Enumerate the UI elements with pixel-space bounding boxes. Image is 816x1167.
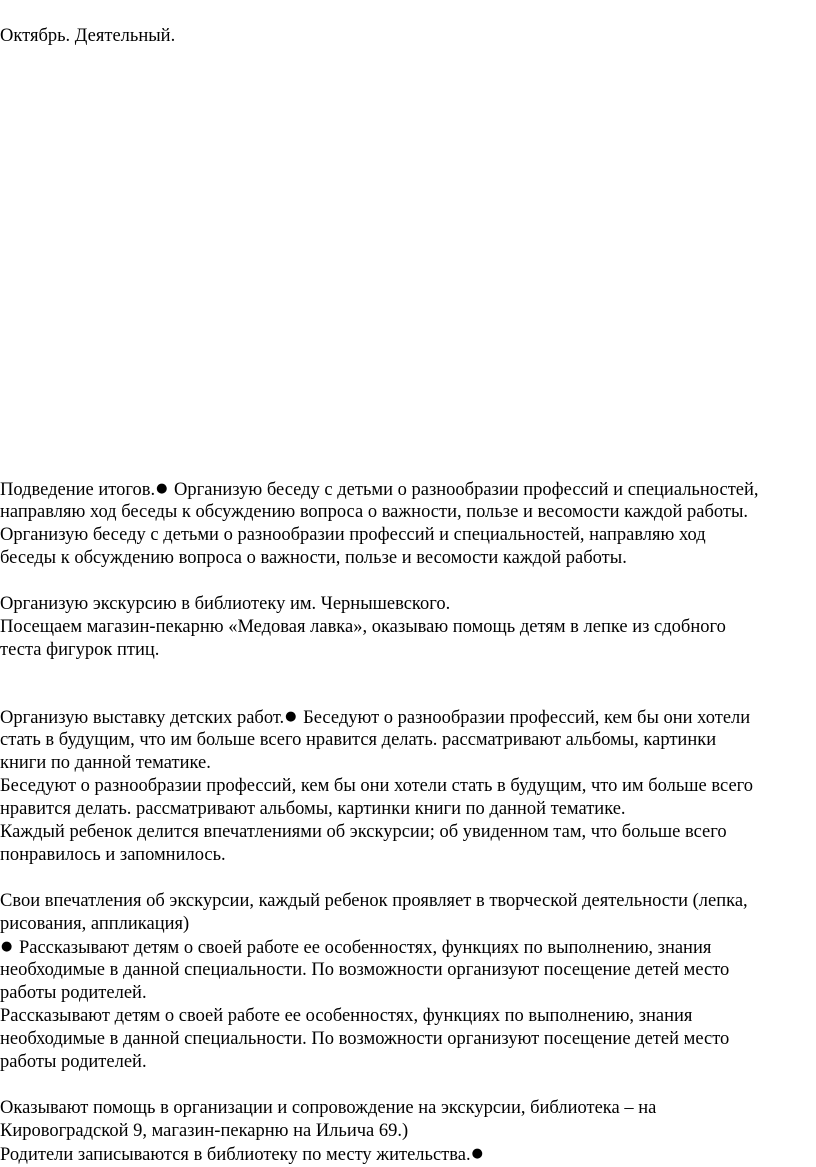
exhibition-line-1 bbox=[0, 706, 750, 730]
text-line: направляю ход беседы к обсуждению вопроса о важности, пользе и весомости каждой работы. bbox=[0, 502, 749, 522]
text-line: Кировоградской 9, магазин-пекарню на Ильича 69.) bbox=[0, 1121, 409, 1141]
text-line: книги по данной тематике. bbox=[0, 753, 211, 773]
text-line: Оказывают помощь в организации и сопровождение на экскурсии, библиотека – на bbox=[0, 1098, 657, 1118]
text-line: нравится делать. рассматривают альбомы, картинки книги по данной тематике. bbox=[0, 799, 626, 819]
text-line: понравилось и запомнилось. bbox=[0, 845, 226, 865]
text-line: работы родителей. bbox=[0, 983, 147, 1003]
bullet-icon: ● bbox=[471, 1146, 483, 1161]
last-line bbox=[0, 1143, 485, 1167]
summary-heading: Подведение итогов. bbox=[0, 480, 156, 500]
summary-text: Организую беседу с детьми о разнообразии профессий и специальностей, bbox=[169, 480, 759, 500]
bullet-icon: ● bbox=[1, 939, 13, 954]
text-line: рисования, аппликация) bbox=[0, 914, 190, 934]
text-line: Организую экскурсию в библиотеку им. Чернышевского. bbox=[0, 594, 451, 614]
bullet-icon: ● bbox=[156, 481, 168, 496]
exhibition-text: Беседуют о разнообразии профессий, кем бы они хотели bbox=[298, 708, 751, 728]
text-line: Свои впечатления об экскурсии, каждый ребенок проявляет в творческой деятельности (лепка, bbox=[0, 891, 748, 911]
parents-text: Рассказывают детям о своей работе ее особенностях, функциях по выполнению, знания bbox=[14, 938, 712, 958]
text-line: Организую беседу с детьми о разнообразии профессий и специальностей, направляю ход bbox=[0, 525, 706, 545]
text-line: необходимые в данной специальности. По возможности организуют посещение детей место bbox=[0, 1029, 730, 1049]
text-line: стать в будущим, что им больше всего нравится делать. рассматривают альбомы, картинки bbox=[0, 730, 717, 750]
text-line: Посещаем магазин-пекарню «Медовая лавка», оказываю помощь детям в лепке из сдобного bbox=[0, 617, 726, 637]
text-line: беседы к обсуждению вопроса о важности, пользе и весомости каждой работы. bbox=[0, 548, 627, 568]
text-line: Рассказывают детям о своей работе ее особенностях, функциях по выполнению, знания bbox=[0, 1006, 693, 1026]
text-line: теста фигурок птиц. bbox=[0, 640, 160, 660]
text-line: Каждый ребенок делится впечатлениями об экскурсии; об увиденном там, что больше всего bbox=[0, 822, 727, 842]
bullet-line bbox=[0, 936, 711, 960]
document-title: Октябрь. Деятельный. bbox=[0, 26, 176, 46]
summary-line-1 bbox=[0, 478, 759, 502]
text-line: работы родителей. bbox=[0, 1052, 147, 1072]
text-line: необходимые в данной специальности. По возможности организуют посещение детей место bbox=[0, 960, 730, 980]
library-text: Родители записываются в библиотеку по месту жительства. bbox=[0, 1145, 471, 1165]
text-line: Беседуют о разнообразии профессий, кем бы они хотели стать в будущим, что им больше всего bbox=[0, 776, 754, 796]
exhibition-heading: Организую выставку детских работ. bbox=[0, 708, 285, 728]
bullet-icon: ● bbox=[285, 709, 297, 724]
